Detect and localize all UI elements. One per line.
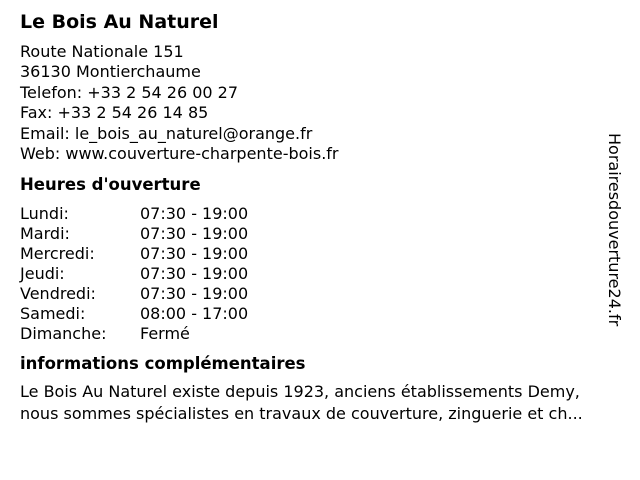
hours-day: Lundi: bbox=[20, 204, 69, 224]
hours-time: 08:00 - 17:00 bbox=[140, 304, 249, 324]
hours-day: Mardi: bbox=[20, 224, 70, 244]
info-line: nous sommes spécialistes en travaux de couverture, zinguerie et ch... bbox=[20, 404, 583, 424]
hours-day: Vendredi: bbox=[20, 284, 96, 304]
hours-row-mercredi bbox=[20, 244, 620, 264]
address-city: 36130 Montierchaume bbox=[20, 62, 201, 82]
opening-hours-list bbox=[20, 204, 620, 344]
hours-row-lundi bbox=[20, 204, 620, 224]
hours-day: Samedi: bbox=[20, 304, 86, 324]
hours-time: Fermé bbox=[140, 324, 190, 344]
hours-heading: Heures d'ouverture bbox=[20, 175, 201, 195]
hours-row-vendredi bbox=[20, 284, 620, 304]
contact-block bbox=[20, 42, 620, 164]
hours-day: Mercredi: bbox=[20, 244, 95, 264]
hours-time: 07:30 - 19:00 bbox=[140, 204, 249, 224]
phone-number: Telefon: +33 2 54 26 00 27 bbox=[20, 82, 239, 102]
info-line: Le Bois Au Naturel existe depuis 1923, anciens établissements Demy, bbox=[20, 382, 580, 402]
info-description bbox=[20, 381, 630, 425]
fax-number: Fax: +33 2 54 26 14 85 bbox=[20, 103, 209, 123]
hours-row-jeudi bbox=[20, 264, 620, 284]
site-watermark: Horairesdouverture24.fr bbox=[605, 133, 624, 327]
hours-row-samedi bbox=[20, 304, 620, 324]
business-name: Le Bois Au Naturel bbox=[20, 11, 219, 33]
business-card bbox=[20, 8, 620, 425]
hours-day: Jeudi: bbox=[20, 264, 65, 284]
hours-time: 07:30 - 19:00 bbox=[140, 244, 249, 264]
hours-day: Dimanche: bbox=[20, 324, 107, 344]
info-heading: informations complémentaires bbox=[20, 354, 306, 374]
website-address: Web: www.couverture-charpente-bois.fr bbox=[20, 144, 339, 164]
email-address: Email: le_bois_au_naturel@orange.fr bbox=[20, 123, 313, 143]
hours-time: 07:30 - 19:00 bbox=[140, 284, 249, 304]
address-street: Route Nationale 151 bbox=[20, 42, 184, 61]
hours-time: 07:30 - 19:00 bbox=[140, 224, 249, 244]
hours-row-mardi bbox=[20, 224, 620, 244]
hours-row-dimanche bbox=[20, 324, 620, 344]
hours-time: 07:30 - 19:00 bbox=[140, 264, 249, 284]
